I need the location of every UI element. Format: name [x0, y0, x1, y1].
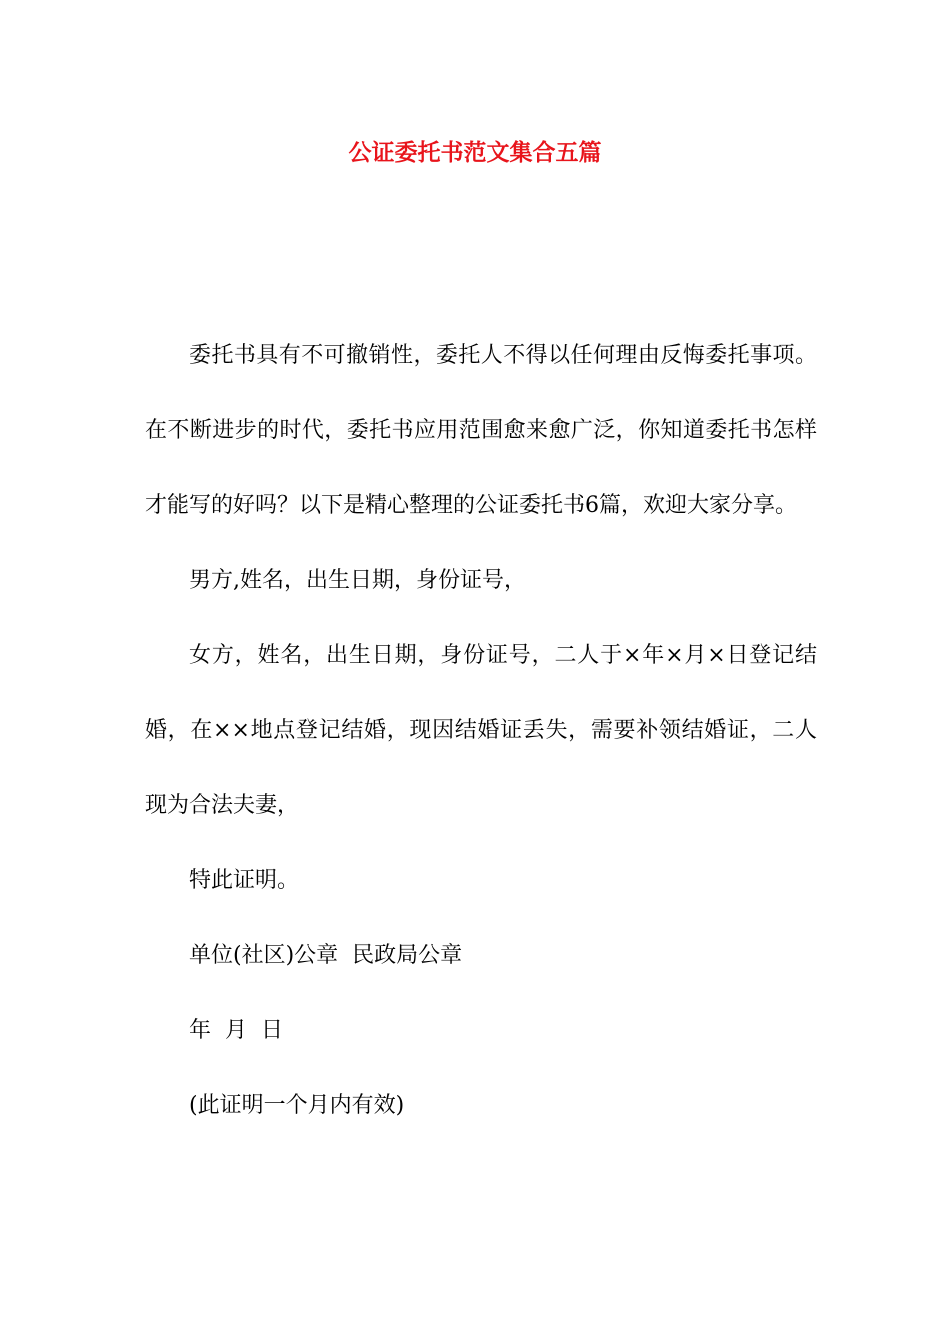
- document-title: 公证委托书范文集合五篇: [348, 139, 602, 166]
- paragraph-date: 年 月 日: [189, 1018, 283, 1043]
- paragraph-male: 男方,姓名，出生日期，身份证号，: [189, 568, 526, 593]
- paragraph-certify: 特此证明。: [189, 868, 300, 893]
- paragraph-female: 女方，姓名，出生日期，身份证号，二人于×年×月×日登记结婚，在××地点登记结婚，现因结婚证丢失，需要补领结婚证，二人现为合法夫妻，: [145, 643, 817, 818]
- paragraph-intro: 委托书具有不可撤销性，委托人不得以任何理由反悔委托事项。在不断进步的时代，委托书应用范围愈来愈广泛，你知道委托书怎样才能写的好吗？以下是精心整理的公证委托书6篇，欢迎大家分享。: [145, 343, 817, 518]
- paragraph-validity: (此证明一个月内有效): [189, 1093, 405, 1118]
- document-body: [145, 318, 817, 1143]
- paragraph-seals: 单位(社区)公章 民政局公章: [189, 943, 463, 968]
